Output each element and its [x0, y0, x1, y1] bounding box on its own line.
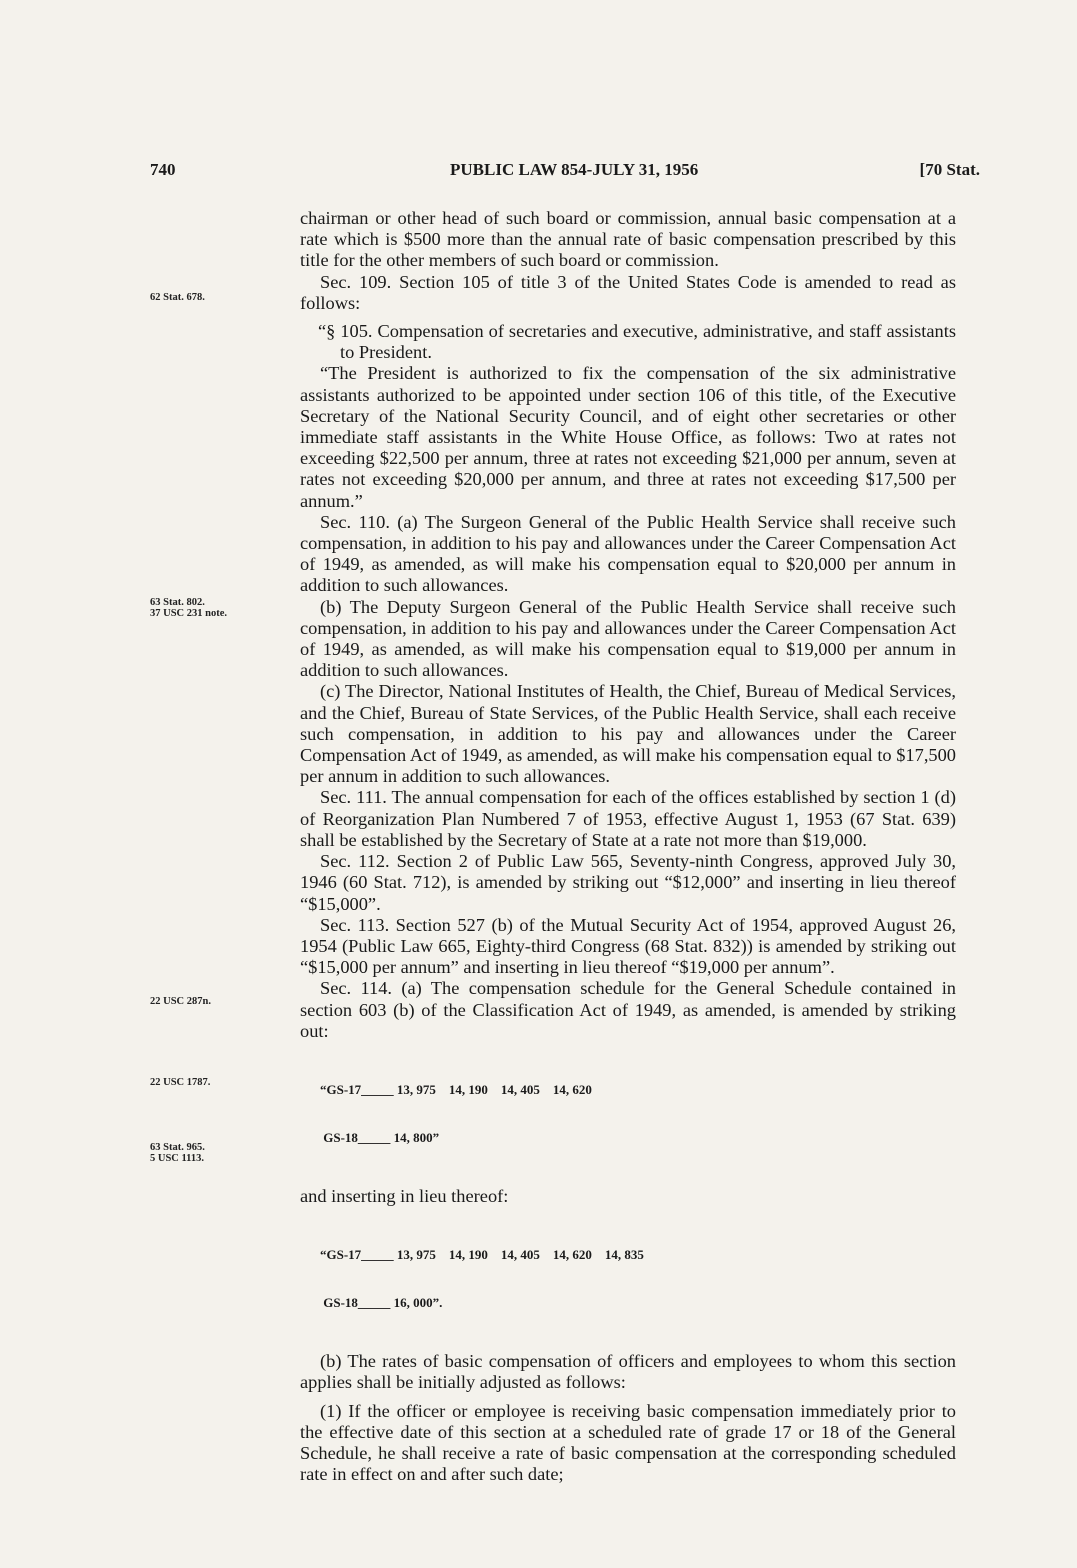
- paragraph: Sec. 112. Section 2 of Public Law 565, Seventy-ninth Congress, approved July 30, 1946 (60 Stat. 712), is amended by striking out “$12,000” and inserting in lieu thereof “$15,000”.: [300, 851, 956, 914]
- section-heading: “§ 105. Compensation of secretaries and executive, administrative, and staff assistants to President.: [318, 321, 956, 363]
- page-number: 740: [150, 160, 176, 179]
- schedule-row: GS-18_____ 16, 000”.: [320, 1295, 443, 1311]
- paragraph: (1) If the officer or employee is receiving basic compensation immediately prior to the effective date of this section at a scheduled rate of grade 17 or 18 of the General Schedule, he shall receive a rate of basic compensation at the corresponding scheduled rate in effect on and after such date;: [300, 1400, 956, 1485]
- paragraph: Sec. 111. The annual compensation for each of the offices established by section 1 (d) of Reorganization Plan Numbered 7 of 1953, effective August 1, 1953 (67 Stat. 639) shall be established by the Secretary of State at a rate not more than $19,000.: [300, 787, 956, 850]
- margin-note: [150, 1142, 280, 1164]
- schedule-row: “GS-17_____ 13, 975 14, 190 14, 405 14, 620: [320, 1081, 592, 1097]
- paragraph: Sec. 110. (a) The Surgeon General of the Public Health Service shall receive such compensation, in addition to his pay and allowances under the Career Compensation Act of 1949, as amended, as will make his compensation equal to $20,000 per annum in addition to such allowances.: [300, 511, 956, 596]
- page-header: [150, 160, 980, 188]
- margin-note-line: 63 Stat. 802.: [150, 597, 205, 608]
- paragraph: Sec. 109. Section 105 of title 3 of the United States Code is amended to read as follows:: [300, 271, 956, 313]
- paragraph: (b) The rates of basic compensation of officers and employees to whom this section applies shall be initially adjusted as follows:: [300, 1351, 956, 1393]
- schedule-table: [320, 1215, 956, 1343]
- paragraph: Sec. 114. (a) The compensation schedule for the General Schedule contained in section 603 (b) of the Classification Act of 1949, as amended, is amended by striking out:: [300, 978, 956, 1041]
- margin-note-line: 5 USC 1113.: [150, 1153, 204, 1164]
- body-text: [300, 208, 956, 1485]
- paragraph: “The President is authorized to fix the compensation of the six administrative assistants authorized to be appointed under section 106 of this title, of the Executive Secretary of the National Security Council, and of eight other secretaries or other immediate staff assistants in the White House Office, as follows: Two at rates not exceeding $22,500 per annum, three at rates not exceeding $21,000 per annum, seven at rates not exceeding $20,000 per annum, and three at rates not exceeding $17,500 per annum.”: [300, 363, 956, 511]
- paragraph: (b) The Deputy Surgeon General of the Public Health Service shall receive such compensation, in addition to his pay and allowances under the Career Compensation Act of 1949, as amended, as will make his compensation equal to $19,000 per annum in addition to such allowances.: [300, 596, 956, 681]
- paragraph: (c) The Director, National Institutes of Health, the Chief, Bureau of Medical Services, and the Chief, Bureau of State Services, of the Public Health Service, shall each receive such compensation, in addition to his pay and allowances under the Career Compensation Act of 1949, as amended, as will make his compensation equal to $17,500 per annum in addition to such allowances.: [300, 681, 956, 787]
- margin-note: [150, 597, 280, 619]
- paragraph: and inserting in lieu thereof:: [300, 1185, 509, 1206]
- schedule-row: GS-18_____ 14, 800”: [320, 1129, 440, 1145]
- statute-reference: [70 Stat.: [919, 160, 980, 179]
- margin-note: 22 USC 287n.: [150, 996, 211, 1007]
- page-title: PUBLIC LAW 854-JULY 31, 1956: [450, 160, 699, 179]
- paragraph: chairman or other head of such board or commission, annual basic compensation at a rate which is $500 more than the annual rate of basic compensation prescribed by this title for the other members of such board or commission.: [300, 208, 956, 271]
- margin-note-line: 63 Stat. 965.: [150, 1142, 205, 1153]
- margin-note: 62 Stat. 678.: [150, 292, 205, 303]
- margin-note: 22 USC 1787.: [150, 1077, 211, 1088]
- paragraph: Sec. 113. Section 527 (b) of the Mutual Security Act of 1954, approved August 26, 1954 (Public Law 665, Eighty-third Congress (68 Stat. 832)) is amended by striking out “$15,000 per annum” and inserting in lieu thereof “$19,000 per annum”.: [300, 914, 956, 978]
- margin-note-line: 37 USC 231 note.: [150, 608, 228, 619]
- schedule-row: “GS-17_____ 13, 975 14, 190 14, 405 14, 620 14, 835: [320, 1247, 644, 1263]
- schedule-table: [320, 1050, 956, 1178]
